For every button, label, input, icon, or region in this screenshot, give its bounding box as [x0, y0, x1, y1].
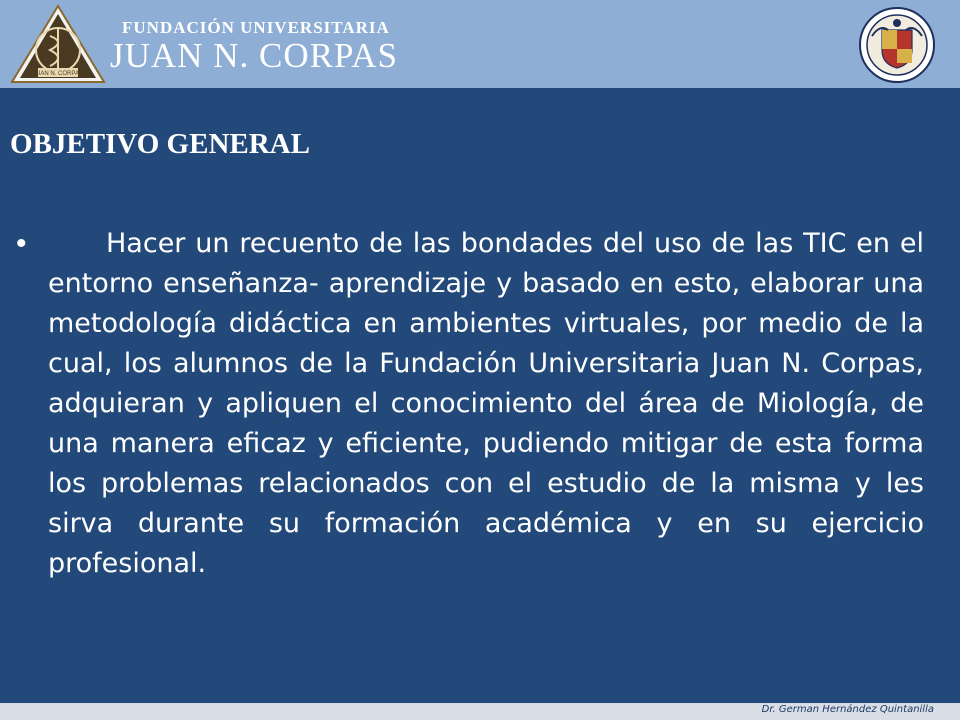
bullet-marker: • — [16, 227, 27, 260]
coat-of-arms-seal-icon — [858, 6, 936, 84]
logo-left-caption: JUAN N. CORPAS — [33, 71, 83, 77]
section-title: OBJETIVO GENERAL — [10, 128, 310, 160]
caduceus-logo-icon — [10, 4, 106, 84]
footer-author: Dr. German Hernández Quintanilla — [761, 704, 934, 715]
header-band — [0, 0, 960, 88]
brand-subtitle: FUNDACIÓN UNIVERSITARIA — [122, 18, 390, 37]
objective-paragraph: Hacer un recuento de las bondades del uso de las TIC en el entorno enseñanza- aprendizaje y basado en esto, elaborar una metodología didáctica en ambientes virtuales, por medio de la cual, los alumnos de la Fundación Universitaria Juan N. Corpas, adquieran y apliquen el conocimiento del área de Miología, de una manera eficaz y eficiente, pudiendo mitigar de esta forma los problemas relacionados con el estudio de la misma y les sirva durante su formación académica y en su ejercicio profesional. — [48, 228, 924, 579]
brand-title: JUAN N. CORPAS — [110, 36, 398, 75]
